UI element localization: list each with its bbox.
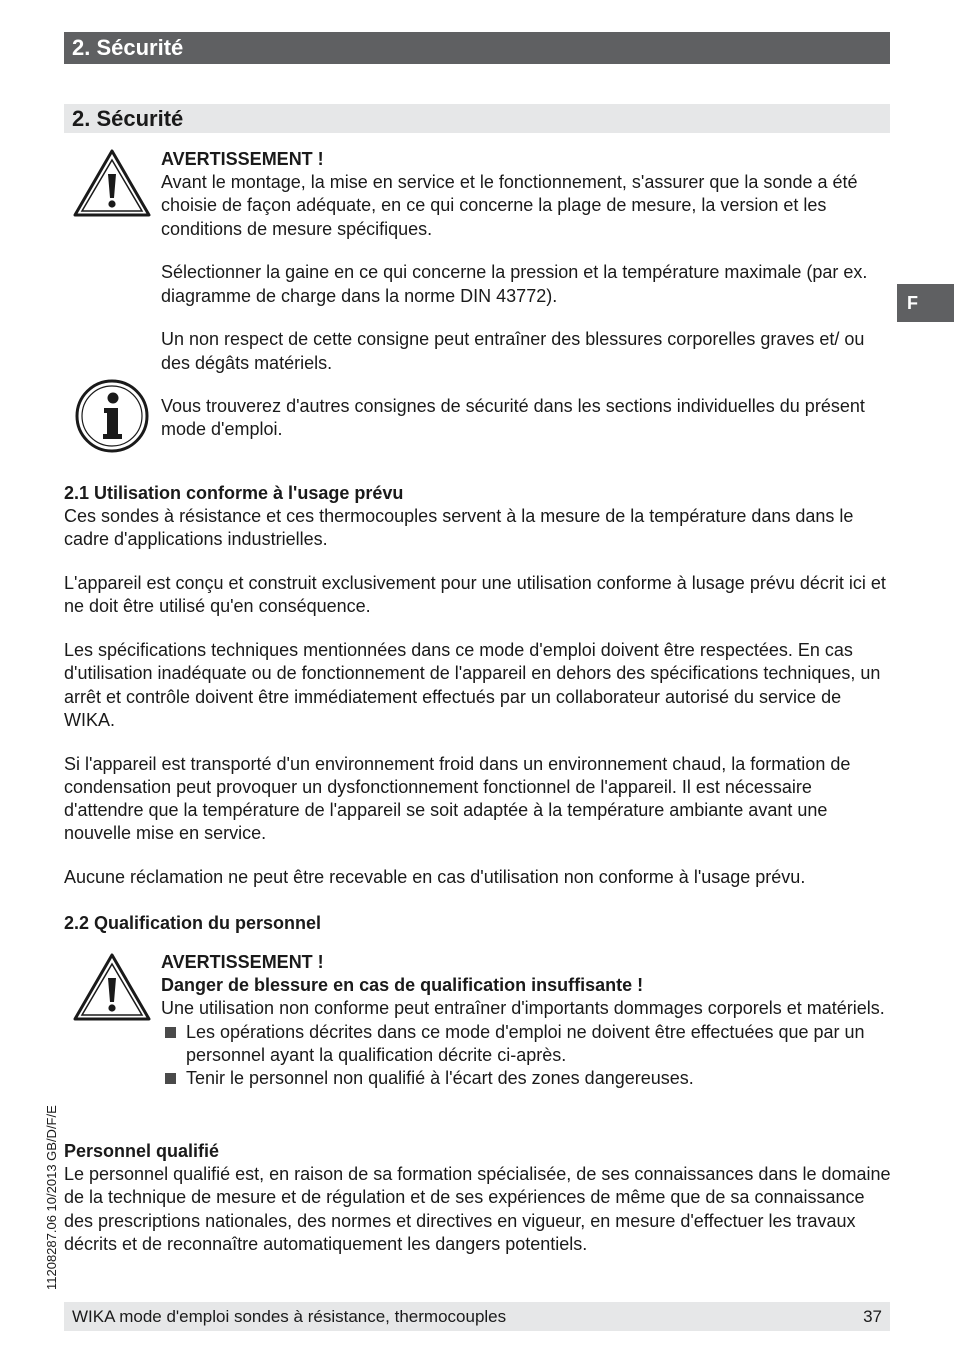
body-paragraph: Si l'appareil est transporté d'un environnement froid dans un environnement chaud, la formation de condensation peut provoquer un dysfonctionnement fonctionnel de l'appareil. Il est nécessaire d'attendre que la température de l'appareil se soit adaptée à la température ambiante avant une nouvelle mise en service. [64,753,851,844]
document-reference: 11208287.06 10/2013 GB/D/F/E [44,1105,59,1290]
running-header-title: 2. Sécurité [72,35,184,60]
qualified-heading: Personnel qualifié [64,1141,220,1161]
language-tab [897,284,954,322]
body-paragraph: Les spécifications techniques mentionnées dans ce mode d'emploi doivent être respectées. En cas d'utilisation inadéquate ou de fonctionnement de l'appareil en dehors des spécifications techniques, un arrêt et contrôle doivent être immédiatement effectués par un collaborateur autorisé du service de WIKA. [64,640,881,730]
qualified-personnel [64,1140,894,1256]
body-paragraph: L'appareil est conçu et construit exclusivement pour une utilisation conforme à lusage prévu décrit ici et ne doit être utilisé qu'en conséquence. [64,573,886,617]
warning-paragraph: Avant le montage, la mise en service et le fonctionnement, s'assurer que la sonde a été choisie de façon adéquate, en ce qui concerne la plage de mesure, la version et les conditions de mesure spécifiques. [161,172,858,239]
info-text: Vous trouverez d'autres consignes de sécurité dans les sections individuelles du présent mode d'emploi. [161,396,865,440]
running-header [64,32,890,64]
page-footer [64,1302,890,1331]
warning-triangle-icon [72,148,152,223]
warning-triangle-icon [72,952,152,1027]
warning-block-1 [161,148,886,375]
bullet-item: Les opérations décrites dans ce mode d'emploi ne doivent être effectuées que par un personnel ayant la qualification décrite ci-après. [161,1021,886,1067]
bullet-item: Tenir le personnel non qualifié à l'écart des zones dangereuses. [161,1067,886,1090]
info-block [161,395,871,441]
warning-block-2 [161,951,886,1090]
body-paragraph: Aucune réclamation ne peut être recevable en cas d'utilisation non conforme à l'usage prévu. [64,867,806,888]
section-title: 2. Sécurité [72,106,184,131]
warning-paragraph: Sélectionner la gaine en ce qui concerne la pression et la température maximale (par ex. diagramme de charge dans la norme DIN 43772). [161,262,868,306]
subsection-heading: 2.2 Qualification du personnel [64,913,322,933]
warning-paragraph: Un non respect de cette consigne peut entraîner des blessures corporelles graves et/ ou des dégâts matériels. [161,329,865,373]
warning-heading: AVERTISSEMENT ! [161,149,324,169]
language-tab-label: F [907,293,918,313]
section-2-2 [64,912,894,935]
section-heading-bar [64,104,890,133]
warning-heading: AVERTISSEMENT ! [161,952,324,972]
warning-text: Une utilisation non conforme peut entraîner d'importants dommages corporels et matériels. [161,998,885,1019]
page-number: 37 [863,1306,882,1326]
footer-title: WIKA mode d'emploi sondes à résistance, thermocouples [72,1306,507,1326]
info-icon [74,378,150,459]
qualified-text: Le personnel qualifié est, en raison de sa formation spécialisée, de ses connaissances dans le domaine de la technique de mesure et de régulation et de ses expériences de même que de sa connaissance des prescriptions nationales, des normes et directives en vigueur, en mesure d'effectuer les travaux décrits et de reconnaître automatiquement les dangers potentiels. [64,1164,891,1254]
section-2-1 [64,482,894,889]
subsection-heading: 2.1 Utilisation conforme à l'usage prévu [64,483,404,503]
warning-bullet-list [161,1021,886,1091]
body-paragraph: Ces sondes à résistance et ces thermocouples servent à la mesure de la température dans dans le cadre d'applications industrielles. [64,506,854,550]
warning-subheading: Danger de blessure en cas de qualification insuffisante ! [161,975,644,996]
